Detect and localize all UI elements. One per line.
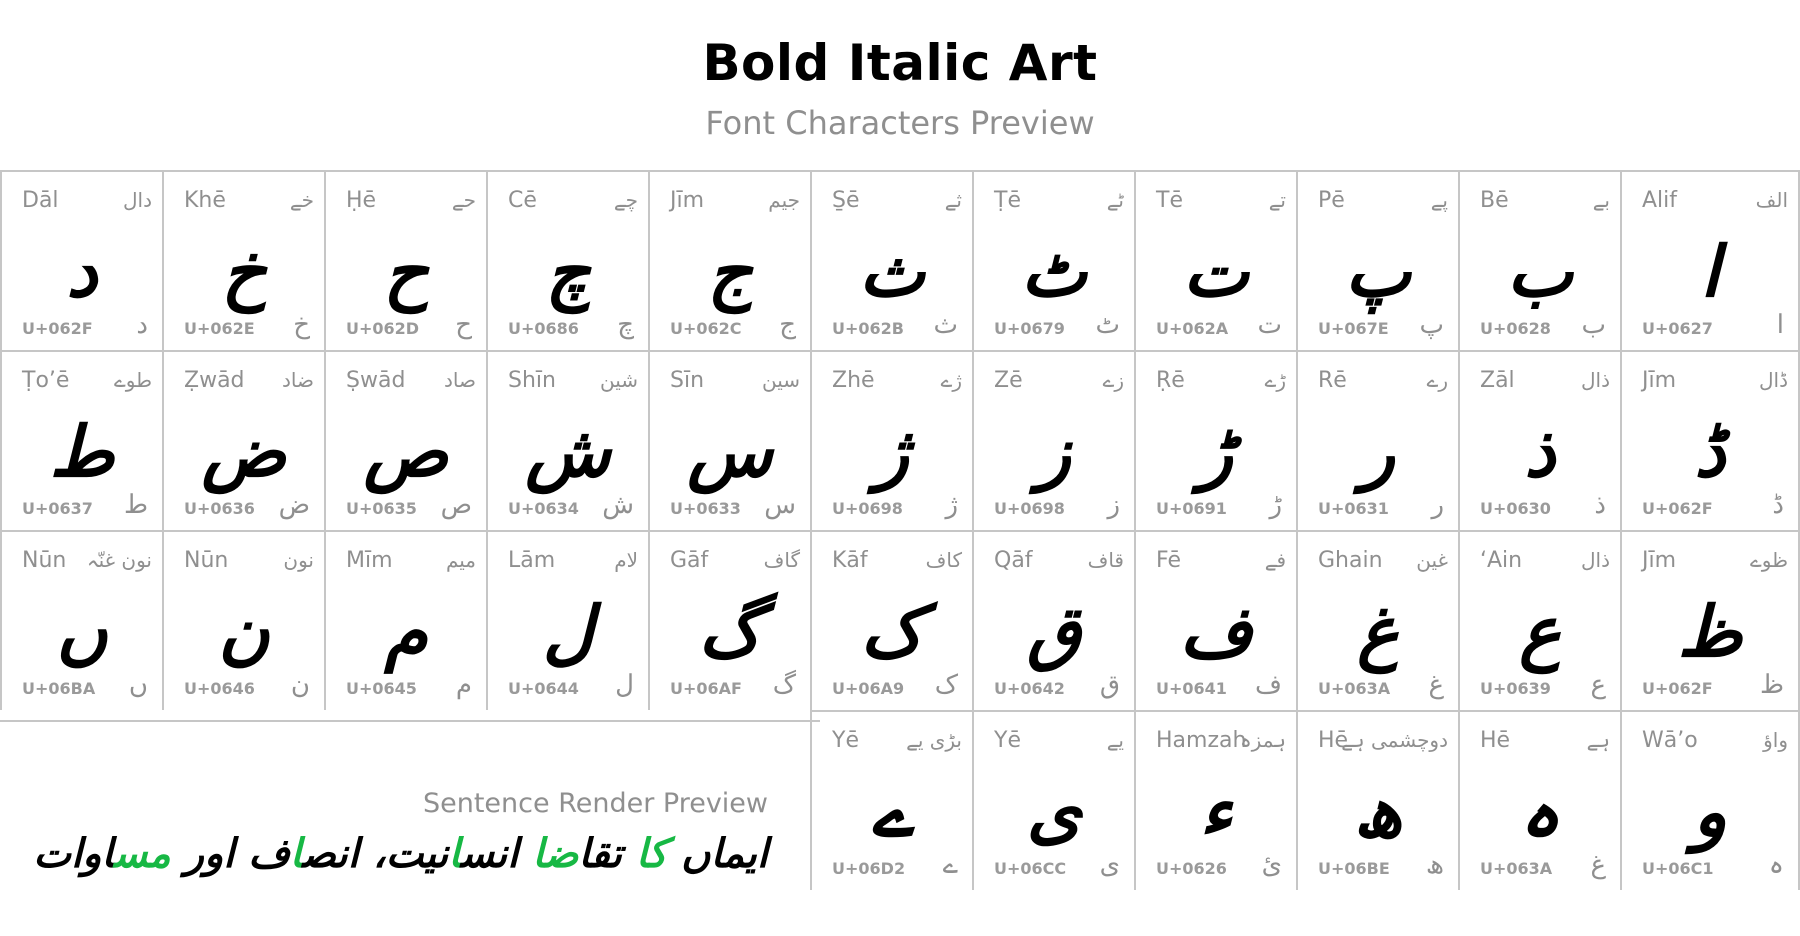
character-latin-name: Hē bbox=[1480, 728, 1511, 753]
character-latin-name: Zhē bbox=[832, 368, 875, 393]
character-codepoint: U+0698 bbox=[994, 499, 1065, 518]
character-latin-name: Pē bbox=[1318, 188, 1345, 213]
character-glyph: پ bbox=[1345, 230, 1411, 313]
character-urdu-name: ثے bbox=[944, 188, 962, 212]
character-cell[interactable] bbox=[1134, 710, 1296, 890]
sentence-segment: ایماں bbox=[667, 830, 768, 877]
character-urdu-name: یے bbox=[1106, 728, 1124, 752]
character-codepoint: U+06D2 bbox=[832, 859, 906, 878]
character-isolated-form: ظ bbox=[1759, 670, 1784, 700]
character-cell[interactable] bbox=[1134, 530, 1296, 710]
character-cell[interactable] bbox=[162, 530, 324, 710]
character-glyph: ژ bbox=[875, 410, 909, 493]
character-glyph: ڈ bbox=[1694, 410, 1726, 493]
character-isolated-form: ض bbox=[278, 490, 310, 520]
character-isolated-form: ہ bbox=[1768, 850, 1784, 880]
character-isolated-form: گ bbox=[772, 670, 796, 700]
character-latin-name: Cē bbox=[508, 188, 537, 213]
character-glyph: ف bbox=[1179, 590, 1253, 673]
character-cell[interactable] bbox=[648, 170, 810, 350]
character-urdu-name: دال bbox=[123, 188, 152, 212]
character-urdu-name: قاف bbox=[1087, 548, 1124, 572]
character-urdu-name: نون غنّہ bbox=[86, 548, 152, 572]
character-cell[interactable] bbox=[810, 710, 972, 890]
character-isolated-form: ل bbox=[615, 670, 634, 700]
character-cell[interactable] bbox=[810, 350, 972, 530]
character-latin-name: Ghain bbox=[1318, 548, 1383, 573]
character-codepoint: U+062B bbox=[832, 319, 904, 338]
character-glyph: ٹ bbox=[1021, 230, 1087, 313]
character-codepoint: U+062F bbox=[22, 319, 93, 338]
character-latin-name: Jīm bbox=[670, 188, 705, 213]
character-cell[interactable] bbox=[972, 170, 1134, 350]
character-isolated-form: ت bbox=[1257, 310, 1282, 340]
character-codepoint: U+063A bbox=[1318, 679, 1391, 698]
character-isolated-form: غ bbox=[1428, 670, 1444, 700]
character-urdu-name: فے bbox=[1264, 548, 1286, 572]
character-cell[interactable] bbox=[1458, 530, 1620, 710]
character-urdu-name: میم bbox=[445, 548, 476, 572]
character-cell[interactable] bbox=[0, 530, 162, 710]
sentence-highlight-segment: کا bbox=[635, 830, 668, 877]
character-codepoint: U+0626 bbox=[1156, 859, 1227, 878]
character-latin-name: Zē bbox=[994, 368, 1023, 393]
character-cell[interactable] bbox=[486, 170, 648, 350]
character-latin-name: Shīn bbox=[508, 368, 556, 393]
character-isolated-form: ھ bbox=[1425, 850, 1444, 880]
character-codepoint: U+062A bbox=[1156, 319, 1229, 338]
character-isolated-form: ز bbox=[1107, 490, 1120, 520]
character-glyph: ز bbox=[1037, 410, 1071, 493]
character-cell[interactable] bbox=[1296, 350, 1458, 530]
character-cell[interactable] bbox=[324, 530, 486, 710]
sentence-highlight-segment: ضا bbox=[532, 830, 579, 877]
character-glyph: ن bbox=[218, 590, 270, 673]
character-codepoint: U+0646 bbox=[184, 679, 255, 698]
character-glyph: غ bbox=[1357, 590, 1399, 673]
character-glyph: د bbox=[66, 230, 98, 313]
character-latin-name: Qāf bbox=[994, 548, 1033, 573]
character-glyph: خ bbox=[221, 230, 267, 313]
character-codepoint: U+0636 bbox=[184, 499, 255, 518]
character-urdu-name: چے bbox=[613, 188, 638, 212]
character-codepoint: U+0639 bbox=[1480, 679, 1551, 698]
sentence-segment: اوات bbox=[33, 830, 114, 877]
character-codepoint: U+06BE bbox=[1318, 859, 1390, 878]
character-codepoint: U+062F bbox=[1642, 499, 1713, 518]
character-glyph: ب bbox=[1507, 230, 1573, 313]
character-codepoint: U+0637 bbox=[22, 499, 93, 518]
character-cell[interactable] bbox=[972, 530, 1134, 710]
character-isolated-form: ح bbox=[455, 310, 472, 340]
character-glyph: گ bbox=[698, 590, 762, 673]
character-urdu-name: سین bbox=[761, 368, 800, 392]
character-isolated-form: ا bbox=[1776, 310, 1784, 340]
character-cell[interactable] bbox=[810, 170, 972, 350]
character-latin-name: Ẓwād bbox=[184, 368, 245, 393]
character-urdu-name: دوچشمی ہے bbox=[1341, 728, 1448, 752]
character-isolated-form: ف bbox=[1255, 670, 1282, 700]
character-urdu-name: ذال bbox=[1581, 368, 1610, 392]
character-codepoint: U+0691 bbox=[1156, 499, 1227, 518]
character-cell[interactable] bbox=[162, 170, 324, 350]
character-codepoint: U+06CC bbox=[994, 859, 1067, 878]
character-codepoint: U+062F bbox=[1642, 679, 1713, 698]
character-urdu-name: پے bbox=[1430, 188, 1448, 212]
character-urdu-name: کاف bbox=[925, 548, 962, 572]
character-latin-name: Gāf bbox=[670, 548, 709, 573]
character-isolated-form: س bbox=[764, 490, 796, 520]
character-codepoint: U+0635 bbox=[346, 499, 417, 518]
character-cell[interactable] bbox=[486, 350, 648, 530]
character-urdu-name: تے bbox=[1268, 188, 1286, 212]
sentence-highlight-segment: ا bbox=[448, 830, 461, 877]
character-cell[interactable] bbox=[0, 170, 162, 350]
character-cell[interactable] bbox=[1458, 350, 1620, 530]
character-isolated-form: ث bbox=[933, 310, 958, 340]
character-glyph: ظ bbox=[1677, 590, 1743, 673]
character-codepoint: U+062D bbox=[346, 319, 420, 338]
character-latin-name: Ṛē bbox=[1156, 368, 1185, 393]
character-codepoint: U+063A bbox=[1480, 859, 1553, 878]
character-urdu-name: ضاد bbox=[282, 368, 314, 392]
character-latin-name: Alif bbox=[1642, 188, 1678, 213]
character-latin-name: Bē bbox=[1480, 188, 1509, 213]
page-subtitle: Font Characters Preview bbox=[705, 104, 1095, 142]
character-cell[interactable] bbox=[648, 530, 810, 710]
character-glyph: ح bbox=[383, 230, 429, 313]
character-isolated-form: ق bbox=[1099, 670, 1120, 700]
character-codepoint: U+0698 bbox=[832, 499, 903, 518]
character-isolated-form: ج bbox=[779, 310, 796, 340]
character-latin-name: Yē bbox=[832, 728, 859, 753]
character-latin-name: Ṭo’ē bbox=[22, 368, 70, 393]
character-glyph: ء bbox=[1199, 770, 1233, 853]
character-glyph: ل bbox=[542, 590, 594, 673]
character-codepoint: U+062C bbox=[670, 319, 742, 338]
character-isolated-form: ٹ bbox=[1095, 310, 1120, 340]
character-urdu-name: ٹے bbox=[1106, 188, 1124, 212]
character-urdu-name: طوے bbox=[114, 368, 152, 392]
sentence-segment: انس bbox=[460, 830, 533, 877]
sentence-segment: ف اور bbox=[170, 830, 290, 877]
character-latin-name: Hē bbox=[1318, 728, 1349, 753]
sentence-preview-panel bbox=[0, 720, 820, 900]
character-cell[interactable] bbox=[486, 530, 648, 710]
character-glyph: ا bbox=[1700, 230, 1720, 313]
character-isolated-form: ش bbox=[602, 490, 634, 520]
character-urdu-name: صاد bbox=[444, 368, 476, 392]
character-cell[interactable] bbox=[1296, 710, 1458, 890]
character-glyph: ک bbox=[860, 590, 924, 673]
character-latin-name: Mīm bbox=[346, 548, 393, 573]
character-codepoint: U+067E bbox=[1318, 319, 1389, 338]
character-glyph: ت bbox=[1183, 230, 1249, 313]
character-urdu-name: ذال bbox=[1581, 548, 1610, 572]
character-glyph: چ bbox=[545, 230, 591, 313]
character-glyph: ط bbox=[49, 410, 115, 493]
sentence-preview-text bbox=[33, 830, 768, 877]
character-latin-name: Dāl bbox=[22, 188, 59, 213]
character-glyph: ں bbox=[56, 590, 108, 673]
character-cell[interactable] bbox=[1620, 710, 1800, 890]
character-isolated-form: ں bbox=[128, 670, 148, 700]
character-latin-name: ‘Ain bbox=[1480, 548, 1523, 573]
character-urdu-name: خے bbox=[289, 188, 314, 212]
character-glyph: ش bbox=[525, 410, 611, 493]
character-urdu-name: بے bbox=[1592, 188, 1610, 212]
character-glyph: ث bbox=[859, 230, 925, 313]
character-isolated-form: ژ bbox=[945, 490, 958, 520]
character-isolated-form: ی bbox=[1099, 850, 1120, 880]
character-latin-name: Fē bbox=[1156, 548, 1181, 573]
character-glyph: ص bbox=[363, 410, 449, 493]
character-isolated-form: غ bbox=[1590, 850, 1606, 880]
character-glyph: ذ bbox=[1524, 410, 1556, 493]
character-glyph: ے bbox=[871, 770, 913, 853]
character-codepoint: U+0631 bbox=[1318, 499, 1389, 518]
character-isolated-form: ص bbox=[440, 490, 472, 520]
character-latin-name: S̱ē bbox=[832, 188, 860, 213]
character-latin-name: Kāf bbox=[832, 548, 868, 573]
character-urdu-name: شین bbox=[599, 368, 638, 392]
character-isolated-form: ب bbox=[1581, 310, 1606, 340]
character-codepoint: U+0641 bbox=[1156, 679, 1227, 698]
character-urdu-name: ہے bbox=[1586, 728, 1610, 752]
character-urdu-name: لام bbox=[614, 548, 638, 572]
character-cell[interactable] bbox=[324, 350, 486, 530]
character-glyph: م bbox=[384, 590, 428, 673]
character-latin-name: Hamzah bbox=[1156, 728, 1247, 753]
character-codepoint: U+0633 bbox=[670, 499, 741, 518]
character-latin-name: Jīm bbox=[1642, 548, 1677, 573]
character-cell[interactable] bbox=[972, 350, 1134, 530]
character-codepoint: U+0642 bbox=[994, 679, 1065, 698]
character-codepoint: U+06BA bbox=[22, 679, 96, 698]
character-latin-name: Nūn bbox=[184, 548, 229, 573]
character-cell[interactable] bbox=[1458, 170, 1620, 350]
character-urdu-name: ظوے bbox=[1750, 548, 1788, 572]
character-isolated-form: ذ bbox=[1594, 490, 1606, 520]
character-cell[interactable] bbox=[810, 530, 972, 710]
character-codepoint: U+06AF bbox=[670, 679, 742, 698]
character-isolated-form: ط bbox=[123, 490, 148, 520]
character-codepoint: U+0644 bbox=[508, 679, 579, 698]
character-codepoint: U+062E bbox=[184, 319, 255, 338]
character-isolated-form: چ bbox=[617, 310, 634, 340]
character-codepoint: U+0630 bbox=[1480, 499, 1551, 518]
character-codepoint: U+0686 bbox=[508, 319, 579, 338]
character-isolated-form: ک bbox=[934, 670, 958, 700]
character-glyph: س bbox=[687, 410, 773, 493]
character-codepoint: U+0628 bbox=[1480, 319, 1551, 338]
character-cell[interactable] bbox=[1620, 530, 1800, 710]
character-cell[interactable] bbox=[1296, 530, 1458, 710]
character-codepoint: U+06A9 bbox=[832, 679, 905, 698]
sentence-segment: نیت، انص bbox=[301, 830, 449, 877]
page-title: Bold Italic Art bbox=[702, 34, 1098, 92]
character-isolated-form: د bbox=[136, 310, 148, 340]
character-urdu-name: حے bbox=[451, 188, 476, 212]
character-urdu-name: ڈال bbox=[1759, 368, 1788, 392]
character-cell[interactable] bbox=[324, 170, 486, 350]
character-urdu-name: الف bbox=[1755, 188, 1788, 212]
character-cell[interactable] bbox=[1620, 350, 1800, 530]
character-codepoint: U+0645 bbox=[346, 679, 417, 698]
character-cell[interactable] bbox=[162, 350, 324, 530]
character-latin-name: Ḥē bbox=[346, 188, 377, 213]
character-cell[interactable] bbox=[1296, 170, 1458, 350]
character-cell[interactable] bbox=[1134, 170, 1296, 350]
character-glyph: ع bbox=[1519, 590, 1561, 673]
character-latin-name: Sīn bbox=[670, 368, 705, 393]
character-urdu-name: غین bbox=[1416, 548, 1448, 572]
character-isolated-form: خ bbox=[293, 310, 310, 340]
character-isolated-form: ئ bbox=[1261, 850, 1282, 880]
character-glyph: و bbox=[1693, 770, 1727, 853]
character-latin-name: Ṭē bbox=[994, 188, 1021, 213]
character-urdu-name: جیم bbox=[768, 188, 800, 212]
character-latin-name: Nūn bbox=[22, 548, 67, 573]
sentence-highlight-segment: ا bbox=[289, 830, 302, 877]
character-glyph: ر bbox=[1361, 410, 1395, 493]
character-latin-name: Jīm bbox=[1642, 368, 1677, 393]
character-glyph: ہ bbox=[1519, 770, 1561, 853]
character-urdu-name: زے bbox=[1102, 368, 1124, 392]
sentence-segment: تقا bbox=[578, 830, 636, 877]
character-glyph: ڑ bbox=[1199, 410, 1233, 493]
character-urdu-name: نون bbox=[283, 548, 314, 572]
character-cell[interactable] bbox=[1134, 350, 1296, 530]
character-cell[interactable] bbox=[1620, 170, 1800, 350]
character-cell[interactable] bbox=[972, 710, 1134, 890]
character-latin-name: Wā’o bbox=[1642, 728, 1698, 753]
character-urdu-name: واؤ bbox=[1763, 728, 1788, 752]
character-glyph: ق bbox=[1026, 590, 1082, 673]
character-isolated-form: م bbox=[455, 670, 472, 700]
character-urdu-name: رے bbox=[1426, 368, 1448, 392]
character-glyph: ھ bbox=[1353, 770, 1403, 853]
character-latin-name: Zāl bbox=[1480, 368, 1515, 393]
character-isolated-form: ڈ bbox=[1772, 490, 1784, 520]
character-urdu-name: ڑے bbox=[1264, 368, 1286, 392]
character-isolated-form: ر bbox=[1431, 490, 1444, 520]
character-isolated-form: پ bbox=[1419, 310, 1444, 340]
character-urdu-name: گاف bbox=[763, 548, 800, 572]
character-glyph: ی bbox=[1026, 770, 1082, 853]
character-latin-name: Tē bbox=[1156, 188, 1183, 213]
character-latin-name: Khē bbox=[184, 188, 226, 213]
character-urdu-name: ژے bbox=[940, 368, 962, 392]
character-cell[interactable] bbox=[0, 350, 162, 530]
character-codepoint: U+06C1 bbox=[1642, 859, 1714, 878]
character-latin-name: Ṣwād bbox=[346, 368, 406, 393]
character-cell[interactable] bbox=[648, 350, 810, 530]
character-urdu-name: ہمزہ bbox=[1239, 728, 1286, 752]
character-glyph: ض bbox=[201, 410, 287, 493]
sentence-highlight-segment: مس bbox=[113, 830, 171, 877]
character-codepoint: U+0679 bbox=[994, 319, 1065, 338]
character-latin-name: Rē bbox=[1318, 368, 1347, 393]
character-cell[interactable] bbox=[1458, 710, 1620, 890]
character-isolated-form: ے bbox=[942, 850, 958, 880]
character-codepoint: U+0627 bbox=[1642, 319, 1713, 338]
character-isolated-form: ع bbox=[1590, 670, 1606, 700]
character-urdu-name: بڑی یے bbox=[906, 728, 962, 752]
character-isolated-form: ڑ bbox=[1269, 490, 1282, 520]
character-latin-name: Lām bbox=[508, 548, 556, 573]
sentence-preview-label: Sentence Render Preview bbox=[422, 788, 768, 819]
character-latin-name: Yē bbox=[994, 728, 1021, 753]
character-glyph: ج bbox=[707, 230, 753, 313]
character-codepoint: U+0634 bbox=[508, 499, 579, 518]
character-isolated-form: ن bbox=[290, 670, 310, 700]
